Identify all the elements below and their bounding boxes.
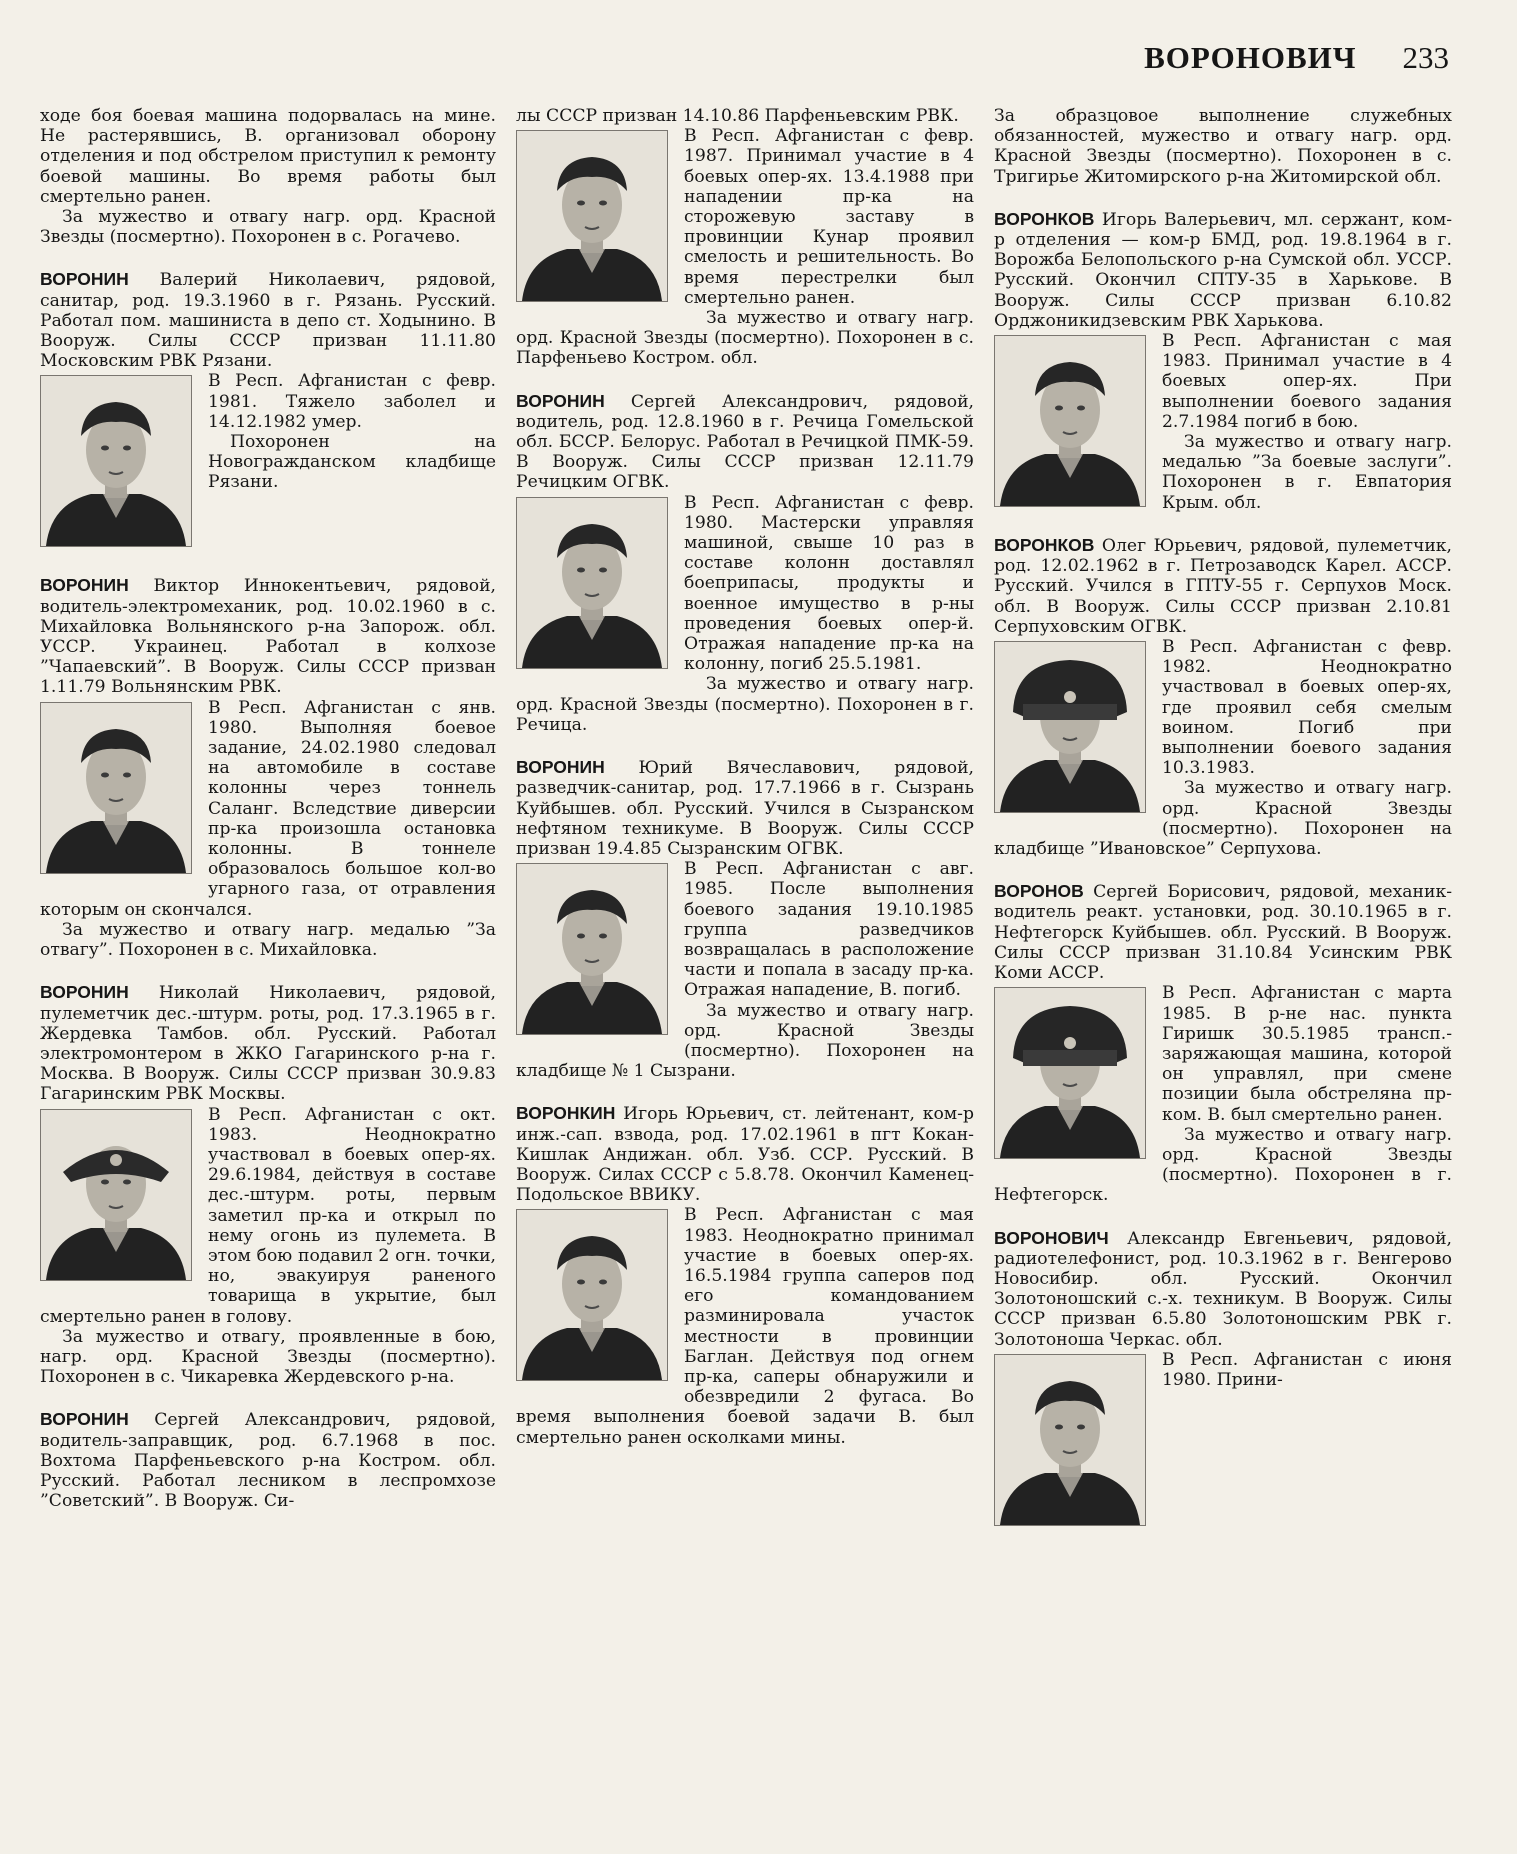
portrait-photo xyxy=(994,335,1146,507)
portrait-photo xyxy=(40,1109,192,1281)
portrait-photo xyxy=(994,641,1146,813)
paragraph-text: Сергей Борисович, рядовой, механик-водитель реакт. установки, род. 30.10.1965 в г. Нефтегорск Куйбышев. обл. Русский. В Вооруж. Силы СССР призван 31.10.84 Усинским РВК Коми АССР. xyxy=(994,882,1452,984)
running-header xyxy=(1144,40,1449,76)
paragraph-text: За мужество и отвагу, проявленные в бою, нагр. орд. Красной Звезды (посмертно). Похоронен в с. Чикаревка Жердевского р-на. xyxy=(40,1326,496,1388)
paragraph-text: В Респ. Афганистан с февр. 1987. Принимал участие в 4 боевых опер-ях. 13.4.1988 при нападении пр-ка на сторожевую заставу в провинции Кунар проявил смелость и решительность. Во время перестрелки был смертельно ранен. xyxy=(684,126,974,308)
entry-paragraph xyxy=(40,269,496,371)
portrait-photo xyxy=(40,375,192,547)
entry-paragraph xyxy=(994,1228,1452,1350)
paragraph-text: За мужество и отвагу нагр. орд. Красной Звезды (посмертно). Похоронен в с. Парфеньево Костром. обл. xyxy=(516,308,974,369)
portrait-photo xyxy=(516,1209,668,1381)
entry-surname: ВОРОНИН xyxy=(516,390,605,411)
entry-paragraph xyxy=(516,1103,974,1205)
entry-surname: ВОРОНКИН xyxy=(516,1103,616,1124)
portrait-photo xyxy=(40,702,192,874)
entry-surname: ВОРОНИН xyxy=(516,757,605,778)
entry-paragraph xyxy=(516,391,974,493)
paragraph-text: ходе боя боевая машина подорвалась на мине. Не растерявшись, В. организовал оборону отделения и под обстрелом приступил к ремонту боевой машины. Во время работы был смертельно ранен. xyxy=(40,106,496,207)
entry-paragraph xyxy=(994,535,1452,637)
entry-surname: ВОРОНИН xyxy=(40,575,129,596)
paragraph-text: В Респ. Афганистан с июня 1980. Прини- xyxy=(1162,1349,1452,1390)
entry-paragraph xyxy=(994,106,1452,187)
entry-surname: ВОРОНОВИЧ xyxy=(994,1227,1109,1248)
entry-surname: ВОРОНОВ xyxy=(994,881,1084,902)
entry-paragraph xyxy=(40,920,496,960)
paragraph-text: За мужество и отвагу нагр. медалью ”За отвагу”. Похоронен в с. Михайловка. xyxy=(40,919,496,961)
paragraph-text: Виктор Иннокентьевич, рядовой, водитель-электромеханик, род. 10.02.1960 в с. Михайловка Вольнянского р-на Запорож. обл. УССР. Украинец. Работал в колхозе ”Чапаевский”. В Вооруж. Силы СССР призван 1.11.79 Вольнянским РВК. xyxy=(40,576,496,698)
entry-paragraph xyxy=(40,207,496,247)
entry-surname: ВОРОНКОВ xyxy=(994,535,1095,556)
biography-entry xyxy=(516,757,974,1081)
biography-entry xyxy=(40,982,496,1387)
paragraph-text: Игорь Юрьевич, ст. лейтенант, ком-р инж.-сап. взвода, род. 17.02.1961 в пгт Кокан-Кишлак Андижан. обл. Узб. ССР. Русский. В Вооруж. Силах СССР с 5.8.78. Окончил Каменец-Подольское ВВИКУ. xyxy=(516,1104,974,1206)
paragraph-text: За мужество и отвагу нагр. орд. Красной Звезды (посмертно). Похоронен в г. Нефтегорск. xyxy=(994,1124,1452,1206)
biography-entry xyxy=(516,1103,974,1447)
page-number: 233 xyxy=(1402,40,1449,75)
biography-entry xyxy=(40,575,496,960)
paragraph-text: За мужество и отвагу нагр. медалью ”За боевые заслуги”. Похоронен в г. Евпатория Крым. обл. xyxy=(1162,432,1452,513)
biography-entry xyxy=(994,535,1452,859)
paragraph-text: За мужество и отвагу нагр. орд. Красной Звезды (посмертно). Похоронен в г. Речица. xyxy=(516,674,974,735)
portrait-photo xyxy=(994,1354,1146,1526)
paragraph-text: Сергей Александрович, рядовой, водитель-заправщик, род. 6.7.1968 в пос. Вохтома Парфеньевского р-на Костром. обл. Русский. Работал лесником в леспромхозе ”Советский”. В Вооруж. Си- xyxy=(40,1410,496,1512)
paragraph-text: За образцовое выполнение служебных обязанностей, мужество и отвагу нагр. орд. Красной Звезды (посмертно). Похоронен в с. Тригирье Житомирского р-на Житомирской обл. xyxy=(994,106,1452,187)
entry-paragraph xyxy=(516,674,974,735)
paragraph-text: В Респ. Афганистан с мая 1983. Неоднократно принимал участие в боевых опер-ях. 16.5.1984 группа саперов под его командованием разминировала участок местности в провинции Баглан. Действуя под огнем пр-ка, саперы обнаружили и обезвредили 2 фугаса. Во время выполнения боевой задачи В. был смертельно ранен осколками мины. xyxy=(516,1205,974,1448)
entry-surname: ВОРОНИН xyxy=(40,982,129,1003)
entry-paragraph xyxy=(516,106,974,126)
text-column-2 xyxy=(516,106,974,1846)
continued-entry xyxy=(994,106,1452,187)
entry-paragraph xyxy=(40,982,496,1104)
entry-paragraph xyxy=(516,308,974,369)
biography-entry xyxy=(994,209,1452,513)
paragraph-text: В Респ. Афганистан с февр. 1980. Мастерски управляя машиной, свыше 10 раз в составе колонн доставлял боеприпасы, продукты и военное имущество в р-ны проведения боевых опер-й. Отражая нападение пр-ка на колонну, погиб 25.5.1981. xyxy=(684,492,974,675)
entry-surname: ВОРОНКОВ xyxy=(994,208,1095,229)
biography-entry xyxy=(40,1409,496,1511)
entry-paragraph xyxy=(40,1327,496,1388)
entry-paragraph xyxy=(994,881,1452,983)
paragraph-text: В Респ. Афганистан с марта 1985. В р-не нас. пункта Гиришк 30.5.1985 трансп.-заряжающая машина, которой он управлял, при смене позиции была обстреляна пр-ком. В. был смертельно ранен. xyxy=(1162,983,1452,1125)
paragraph-text: В Респ. Афганистан с мая 1983. Принимал участие в 4 боевых опер-ях. При выполнении боевого задания 2.7.1984 погиб в бою. xyxy=(1162,331,1452,432)
paragraph-text: Похоронен на Новогражданском кладбище Рязани. xyxy=(208,432,496,493)
paragraph-text: Николай Николаевич, рядовой, пулеметчик дес.-штурм. роты, род. 17.3.1965 в г. Жердевка Тамбов. обл. Русский. Работал электромонтером в ЖКО Гагаринского р-на г. Москва. В Вооруж. Силы СССР призван 30.9.83 Гагаринским РВК Москвы. xyxy=(40,983,496,1105)
paragraph-text: Игорь Валерьевич, мл. сержант, ком-р отделения — ком-р БМД, род. 19.8.1964 в г. Ворожба Белопольского р-на Сумской обл. УССР. Русский. Окончил СПТУ-35 в Харькове. В Вооруж. Силы СССР призван 6.10.82 Орджоникидзевским РВК Харькова. xyxy=(994,209,1452,331)
paragraph-text: Олег Юрьевич, рядовой, пулеметчик, род. 12.02.1962 в г. Петрозаводск Карел. АССР. Русский. Учился в ГПТУ-55 г. Серпухов Моск. обл. В Вооруж. Силы СССР призван 2.10.81 Серпуховским ОГВК. xyxy=(994,536,1452,637)
paragraph-text: В Респ. Афганистан с окт. 1983. Неоднократно участвовал в боевых опер-ях. 29.6.1984, действуя в составе дес.-штурм. роты, первым заметил пр-ка и открыл по нему огонь из пулемета. В этом бою подавил 2 огн. точки, но, эвакуируя раненого товарища в укрытие, был смертельно ранен в голову. xyxy=(40,1104,496,1327)
paragraph-text: В Респ. Афганистан с янв. 1980. Выполняя боевое задание, 24.02.1980 следовал на автомобиле в составе колонны через тоннель Саланг. Вследствие диверсии пр-ка произошла остановка колонны. В тоннеле образовалось большое кол-во угарного газа, от отравления которым он скончался. xyxy=(40,697,496,920)
entry-paragraph xyxy=(994,209,1452,331)
paragraph-text: За мужество и отвагу нагр. орд. Красной Звезды (посмертно). Похоронен в с. Рогачево. xyxy=(40,207,496,248)
paragraph-text: Александр Евгеньевич, рядовой, радиотелефонист, род. 10.3.1962 в г. Венгерово Новосибир. обл. Русский. Окончил Золотоношский с.-х. техникум. В Вооруж. Силы СССР призван 6.5.80 Золотоношским РВК г. Золотоноша Черкас. обл. xyxy=(994,1228,1452,1350)
portrait-photo xyxy=(516,130,668,302)
paragraph-text: лы СССР призван 14.10.86 Парфеньевским РВК. xyxy=(516,106,959,126)
portrait-photo xyxy=(516,497,668,669)
entry-surname: ВОРОНИН xyxy=(40,269,129,290)
paragraph-text: В Респ. Афганистан с авг. 1985. После выполнения боевого задания 19.10.1985 группа разведчиков возвращалась в расположение части и попала в засаду пр-ка. Отражая нападение, В. погиб. xyxy=(684,859,974,1001)
continued-entry xyxy=(516,106,974,369)
paragraph-text: Валерий Николаевич, рядовой, санитар, род. 19.3.1960 в г. Рязань. Русский. Работал пом. машиниста в депо ст. Ходынино. В Вооруж. Силы СССР призван 11.11.80 Московским РВК Рязани. xyxy=(40,270,496,372)
biography-entry xyxy=(994,1228,1452,1532)
biography-entry xyxy=(516,391,974,735)
entry-paragraph xyxy=(40,1409,496,1511)
entry-paragraph xyxy=(516,757,974,859)
paragraph-text: В Респ. Афганистан с февр. 1982. Неоднократно участвовал в боевых опер-ях, где проявил себя смелым воином. Погиб при выполнении боевого задания 10.3.1983. xyxy=(1162,637,1452,779)
biography-entry xyxy=(994,881,1452,1205)
paragraph-text: За мужество и отвагу нагр. орд. Красной Звезды (посмертно). Похоронен на кладбище № 1 Сызрани. xyxy=(516,1000,974,1082)
continued-entry xyxy=(40,106,496,247)
entry-surname: ВОРОНИН xyxy=(40,1409,129,1430)
paragraph-text: В Респ. Афганистан с февр. 1981. Тяжело заболел и 14.12.1982 умер. xyxy=(208,371,496,432)
paragraph-text: Сергей Александрович, рядовой, водитель, род. 12.8.1960 в г. Речица Гомельской обл. БССР. Белорус. Работал в Речицкой ПМК-59. В Вооруж. Силы СССР призван 12.11.79 Речицким ОГВК. xyxy=(516,391,974,493)
entry-paragraph xyxy=(40,575,496,697)
portrait-photo xyxy=(516,863,668,1035)
running-header-title: ВОРОНОВИЧ xyxy=(1144,40,1357,75)
entry-paragraph xyxy=(40,106,496,207)
portrait-photo xyxy=(994,987,1146,1159)
text-column-3 xyxy=(994,106,1452,1846)
text-column-1 xyxy=(40,106,496,1846)
paragraph-text: Юрий Вячеславович, рядовой, разведчик-санитар, род. 17.7.1966 в г. Сызрань Куйбышев. обл. Русский. Учился в Сызранском нефтяном техникуме. В Вооруж. Силы СССР призван 19.4.85 Сызранским ОГВК. xyxy=(516,758,974,859)
paragraph-text: За мужество и отвагу нагр. орд. Красной Звезды (посмертно). Похоронен на кладбище ”Ивановское” Серпухова. xyxy=(994,778,1452,860)
biography-entry xyxy=(40,269,496,553)
